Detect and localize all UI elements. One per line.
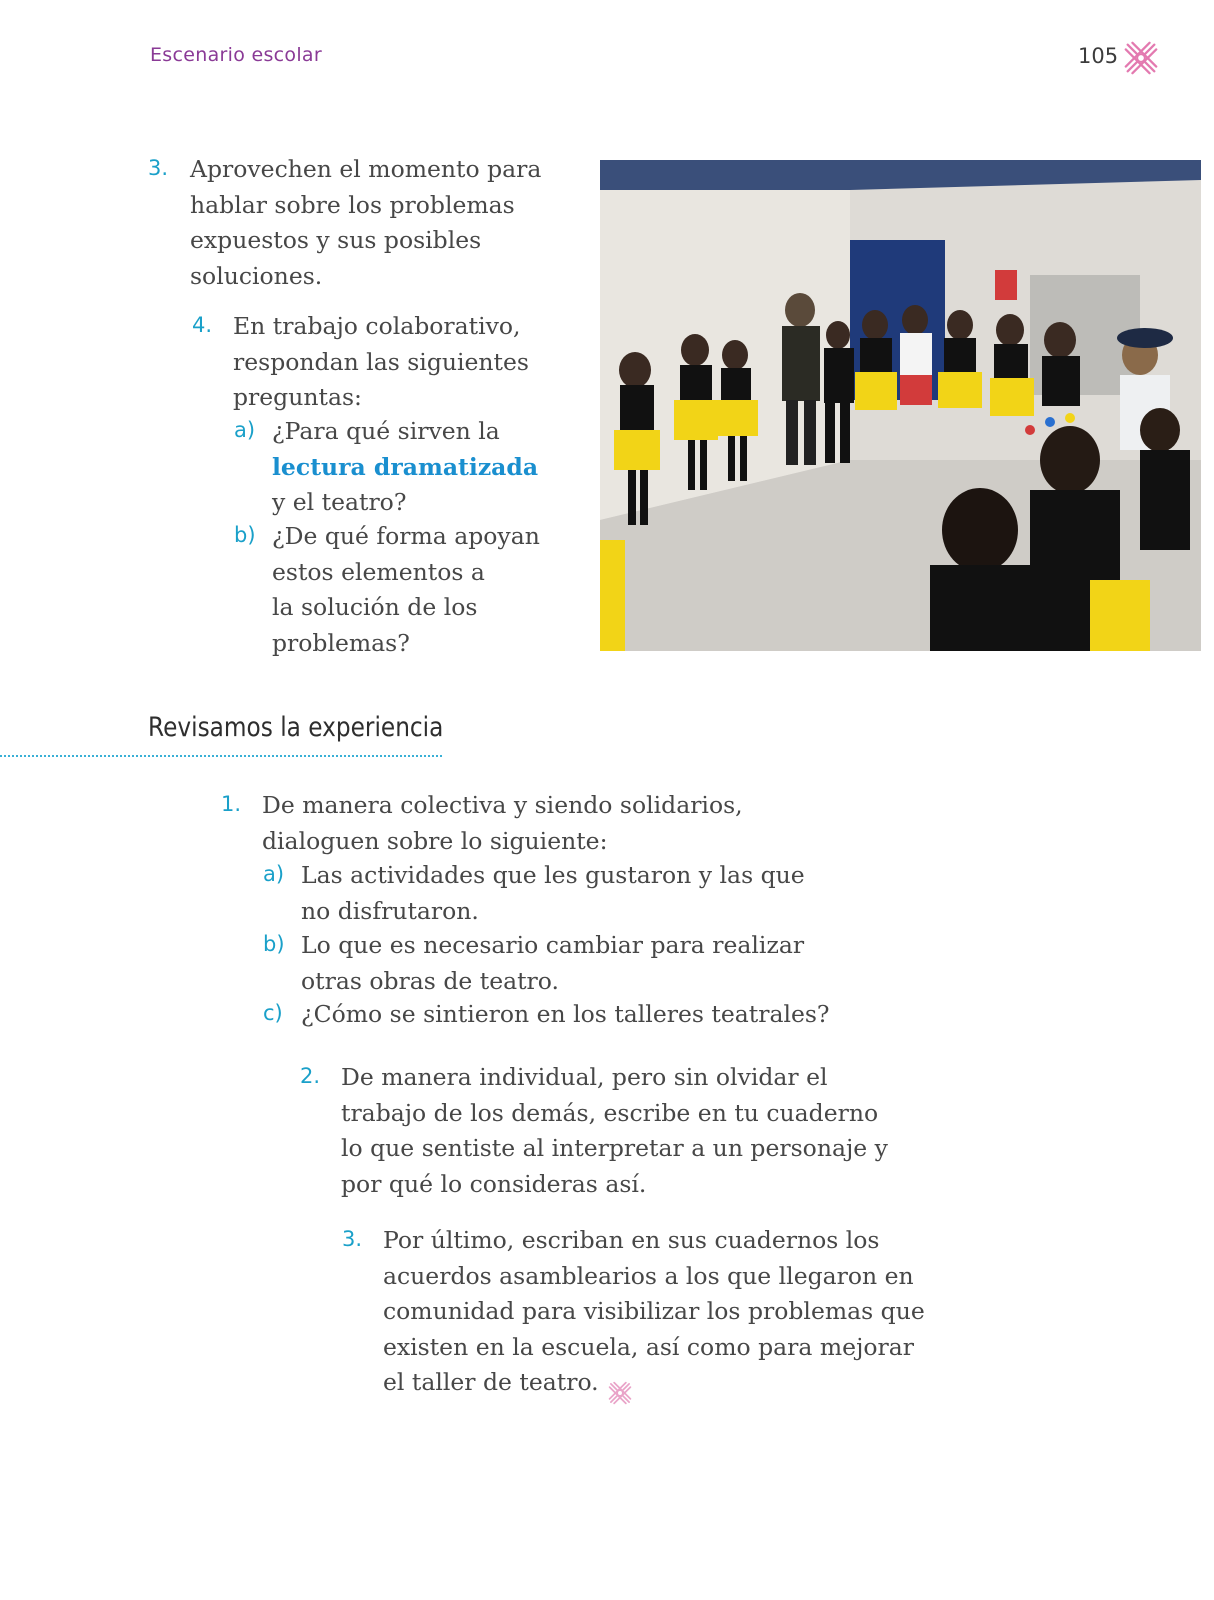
- subitem-c-text: [301, 997, 830, 1033]
- text-line: Lo que es necesario cambiar para realizar: [301, 931, 805, 959]
- text-line: ¿Para qué sirven la: [272, 417, 500, 445]
- page-number: 105: [1078, 44, 1119, 68]
- subitem-label: a): [234, 418, 256, 442]
- subitem-label: b): [263, 932, 285, 956]
- text-line: ¿Cómo se sintieron en los talleres teatrales?: [301, 1000, 830, 1028]
- text-line: no disfrutaron.: [301, 896, 479, 925]
- text-line: otras obras de teatro.: [301, 966, 559, 995]
- text-line: la solución de los: [272, 593, 478, 621]
- text-line: preguntas:: [233, 383, 362, 411]
- text-line: comunidad para visibilizar los problemas que: [383, 1297, 925, 1325]
- text-line: dialoguen sobre lo siguiente:: [262, 826, 608, 855]
- item-number: 3.: [148, 156, 169, 180]
- section-title: Revisamos la experiencia: [148, 712, 444, 743]
- text-line: el taller de teatro.: [383, 1368, 599, 1396]
- subitem-a-text: [272, 414, 538, 521]
- item-number: 4.: [192, 313, 213, 337]
- glossary-term-link[interactable]: lectura dramatizada: [272, 452, 539, 481]
- cross-flower-ornament-icon: [1122, 39, 1160, 77]
- subitem-a-text: [301, 858, 805, 929]
- text-line: De manera individual, pero sin olvidar el: [341, 1063, 828, 1091]
- subitem-label: c): [263, 1001, 283, 1025]
- item-text: [262, 788, 743, 859]
- text-line: Por último, escriban en sus cuadernos los: [383, 1226, 880, 1254]
- item-text: [190, 152, 541, 294]
- subitem-b-text: [301, 928, 804, 999]
- text-line: Las actividades que les gustaron y las que: [301, 861, 805, 889]
- text-line: problemas?: [272, 628, 410, 657]
- text-line: De manera colectiva y siendo solidarios,: [262, 791, 743, 819]
- cross-flower-ornament-icon: [607, 1380, 633, 1406]
- item-text: [341, 1060, 888, 1202]
- item-text: [383, 1223, 925, 1401]
- theater-workshop-photo: [600, 160, 1201, 651]
- text-line: acuerdos asamblearios a los que llegaron en: [383, 1261, 914, 1290]
- text-line: hablar sobre los problemas: [190, 190, 515, 219]
- text-line: y el teatro?: [272, 488, 407, 516]
- text-line: ¿De qué forma apoyan: [272, 522, 540, 550]
- text-line: trabajo de los demás, escribe en tu cuaderno: [341, 1098, 879, 1127]
- text-line: respondan las siguientes: [233, 347, 529, 376]
- text-line: lo que sentiste al interpretar a un personaje y: [341, 1134, 888, 1162]
- text-line: existen en la escuela, así como para mejorar: [383, 1332, 914, 1361]
- text-line: expuestos y sus posibles: [190, 226, 482, 254]
- subitem-label: b): [234, 523, 256, 547]
- section-divider: [0, 755, 442, 757]
- item-number: 2.: [300, 1064, 321, 1088]
- subitem-b-text: [272, 519, 540, 661]
- item-text: [233, 309, 529, 416]
- text-line: En trabajo colaborativo,: [233, 312, 521, 340]
- subitem-label: a): [263, 862, 285, 886]
- item-number: 3.: [342, 1227, 363, 1251]
- text-line: estos elementos a: [272, 557, 485, 586]
- item-number: 1.: [221, 792, 242, 816]
- running-header: Escenario escolar: [150, 44, 322, 66]
- text-line: soluciones.: [190, 261, 323, 290]
- text-line: por qué lo consideras así.: [341, 1169, 647, 1198]
- text-line: Aprovechen el momento para: [190, 155, 542, 183]
